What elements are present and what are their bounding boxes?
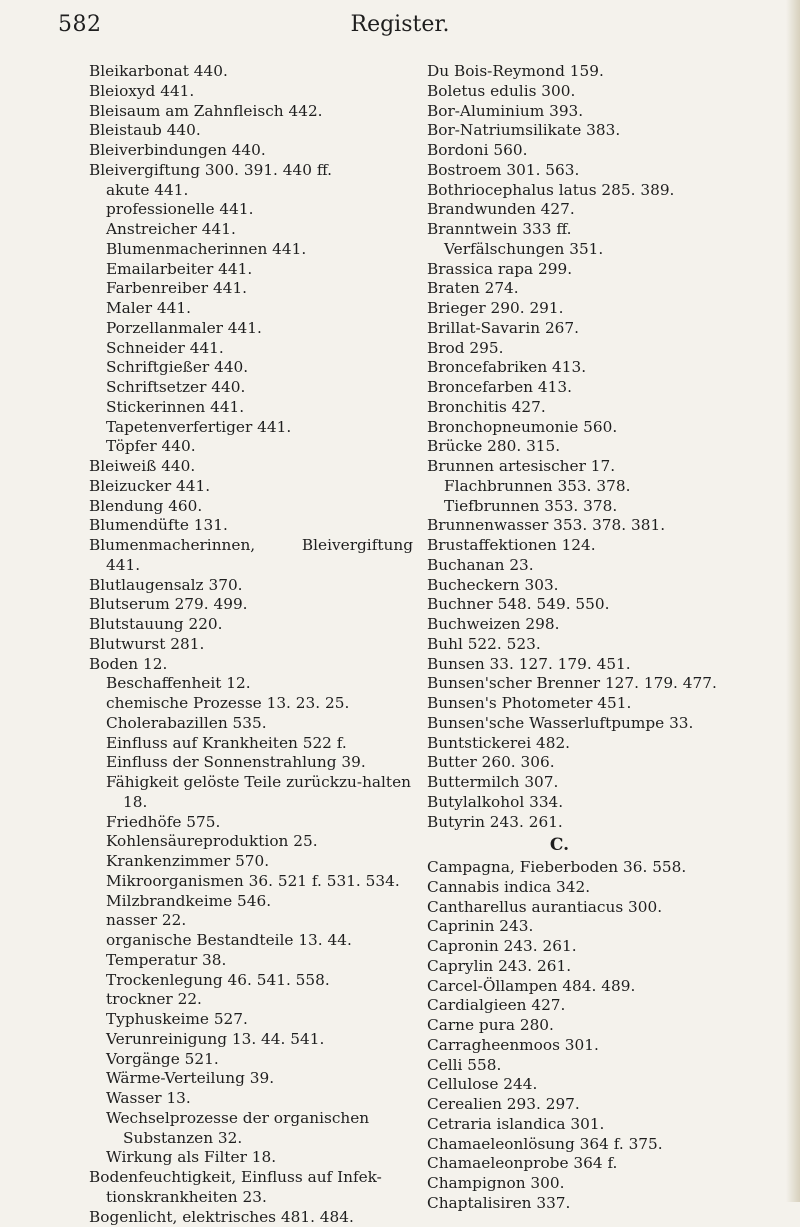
index-entry: Brunnenwasser 353. 378. 381.	[427, 516, 772, 536]
index-subentry: Schriftgießer 440.	[89, 358, 413, 378]
index-entry: Cardialgieen 427.	[427, 996, 772, 1016]
index-entry: Bleistaub 440.	[89, 121, 413, 141]
index-entry: Bunsen's Photometer 451.	[427, 694, 772, 714]
index-column-left	[89, 62, 413, 1227]
index-subentry: Mikroorganismen 36. 521 f. 531. 534.	[89, 872, 413, 892]
index-entry: Caprylin 243. 261.	[427, 957, 772, 977]
index-entry: Buhl 522. 523.	[427, 635, 772, 655]
index-entry: Bleivergiftung 300. 391. 440 ff.	[89, 161, 413, 181]
index-subentry: Cholerabazillen 535.	[89, 714, 413, 734]
index-entry: Bothriocephalus latus 285. 389.	[427, 181, 772, 201]
index-subentry: trockner 22.	[89, 990, 413, 1010]
index-subentry: Wärme-Verteilung 39.	[89, 1069, 413, 1089]
index-entry: Butter 260. 306.	[427, 753, 772, 773]
index-subentry: Friedhöfe 575.	[89, 813, 413, 833]
index-entry: Bronchopneumonie 560.	[427, 418, 772, 438]
index-entry: Bleiweiß 440.	[89, 457, 413, 477]
index-entry: Blendung 460.	[89, 497, 413, 517]
index-subentry: Porzellanmaler 441.	[89, 319, 413, 339]
index-subentry: Milzbrandkeime 546.	[89, 892, 413, 912]
index-entry: Buchner 548. 549. 550.	[427, 595, 772, 615]
index-entry: Bor-Aluminium 393.	[427, 102, 772, 122]
index-entry: Bunsen 33. 127. 179. 451.	[427, 655, 772, 675]
index-subentry: Krankenzimmer 570.	[89, 852, 413, 872]
index-entry: Bor-Natriumsilikate 383.	[427, 121, 772, 141]
index-subentry: Schriftsetzer 440.	[89, 378, 413, 398]
index-entry: Brillat-Savarin 267.	[427, 319, 772, 339]
index-entry-crossref: Bleivergiftung	[302, 536, 413, 556]
index-entry: Brassica rapa 299.	[427, 260, 772, 280]
index-entry: Chamaeleonlösung 364 f. 375.	[427, 1135, 772, 1155]
index-subentry: Töpfer 440.	[89, 437, 413, 457]
index-entry: Bostroem 301. 563.	[427, 161, 772, 181]
page-number: 582	[58, 12, 102, 37]
index-entry: Blutlaugensalz 370.	[89, 576, 413, 596]
index-subentry: Kohlensäureproduktion 25.	[89, 832, 413, 852]
index-entry: Brod 295.	[427, 339, 772, 359]
index-entry: Campagna, Fieberboden 36. 558.	[427, 858, 772, 878]
index-subentry: 441.	[89, 556, 413, 576]
index-entry: Bodenfeuchtigkeit, Einfluss auf Infek-tionskrankheiten 23.	[89, 1168, 413, 1208]
index-subentry: Verfälschungen 351.	[427, 240, 772, 260]
index-entry: Buchanan 23.	[427, 556, 772, 576]
index-subentry: Schneider 441.	[89, 339, 413, 359]
index-subentry: Verunreinigung 13. 44. 541.	[89, 1030, 413, 1050]
index-subentry: Farbenreiber 441.	[89, 279, 413, 299]
index-entry: Bordoni 560.	[427, 141, 772, 161]
index-subentry: professionelle 441.	[89, 200, 413, 220]
index-entry: Bunsen'sche Wasserluftpumpe 33.	[427, 714, 772, 734]
index-subentry: Einfluss auf Krankheiten 522 f.	[89, 734, 413, 754]
index-subentry: Wechselprozesse der organischen Substanzen 32.	[89, 1109, 413, 1149]
index-entry: Broncefarben 413.	[427, 378, 772, 398]
index-entry: Chamaeleonprobe 364 f.	[427, 1154, 772, 1174]
index-subentry: Maler 441.	[89, 299, 413, 319]
index-subentry: Beschaffenheit 12.	[89, 674, 413, 694]
index-entry: Bleisaum am Zahnfleisch 442.	[89, 102, 413, 122]
index-entry: Bucheckern 303.	[427, 576, 772, 596]
index-entry: Carragheenmoos 301.	[427, 1036, 772, 1056]
index-entry: Boden 12.	[89, 655, 413, 675]
index-entry: Broncefabriken 413.	[427, 358, 772, 378]
index-entry: Bunsen'scher Brenner 127. 179. 477.	[427, 674, 772, 694]
index-entry: Caprinin 243.	[427, 917, 772, 937]
index-subentry: Typhuskeime 527.	[89, 1010, 413, 1030]
index-subentry: Blumenmacherinnen 441.	[89, 240, 413, 260]
index-entry: Branntwein 333 ff.	[427, 220, 772, 240]
index-entry: Braten 274.	[427, 279, 772, 299]
index-entry: Brücke 280. 315.	[427, 437, 772, 457]
index-subentry: Tiefbrunnen 353. 378.	[427, 497, 772, 517]
index-subentry: chemische Prozesse 13. 23. 25.	[89, 694, 413, 714]
index-subentry: akute 441.	[89, 181, 413, 201]
index-subentry: Tapetenverfertiger 441.	[89, 418, 413, 438]
index-entry: Brieger 290. 291.	[427, 299, 772, 319]
index-subentry: Emailarbeiter 441.	[89, 260, 413, 280]
index-subentry: Einfluss der Sonnenstrahlung 39.	[89, 753, 413, 773]
index-subentry: Stickerinnen 441.	[89, 398, 413, 418]
index-entry: Blumendüfte 131.	[89, 516, 413, 536]
index-column-right	[427, 62, 772, 1214]
index-entry: Blutserum 279. 499.	[89, 595, 413, 615]
index-subentry: Temperatur 38.	[89, 951, 413, 971]
running-head: Register.	[0, 12, 800, 37]
index-subentry: Fähigkeit gelöste Teile zurückzu-halten 18.	[89, 773, 413, 813]
index-subentry: Wasser 13.	[89, 1089, 413, 1109]
index-entry: Blutwurst 281.	[89, 635, 413, 655]
index-entry: Butylalkohol 334.	[427, 793, 772, 813]
index-entry	[89, 536, 413, 556]
index-entry: Du Bois-Reymond 159.	[427, 62, 772, 82]
index-subentry: Flachbrunnen 353. 378.	[427, 477, 772, 497]
index-entry: Capronin 243. 261.	[427, 937, 772, 957]
index-entry: Bleioxyd 441.	[89, 82, 413, 102]
index-subentry: nasser 22.	[89, 911, 413, 931]
index-entry: Cetraria islandica 301.	[427, 1115, 772, 1135]
index-entry-term: Blumenmacherinnen,	[89, 536, 255, 556]
index-entry: Bronchitis 427.	[427, 398, 772, 418]
index-subentry: Trockenlegung 46. 541. 558.	[89, 971, 413, 991]
index-entry: Champignon 300.	[427, 1174, 772, 1194]
index-entry: Bleizucker 441.	[89, 477, 413, 497]
index-entry: Blutstauung 220.	[89, 615, 413, 635]
index-subentry: Vorgänge 521.	[89, 1050, 413, 1070]
index-entry: Bleikarbonat 440.	[89, 62, 413, 82]
index-entry: Buttermilch 307.	[427, 773, 772, 793]
index-entry: Bogenlicht, elektrisches 481. 484.	[89, 1208, 413, 1227]
index-entry: Brustaffektionen 124.	[427, 536, 772, 556]
index-entry: Cantharellus aurantiacus 300.	[427, 898, 772, 918]
index-entry: Boletus edulis 300.	[427, 82, 772, 102]
index-entry: Cannabis indica 342.	[427, 878, 772, 898]
index-entry: Buntstickerei 482.	[427, 734, 772, 754]
index-entry: Buchweizen 298.	[427, 615, 772, 635]
section-heading: C.	[427, 836, 772, 856]
index-entry: Carcel-Öllampen 484. 489.	[427, 977, 772, 997]
index-entry: Chaptalisiren 337.	[427, 1194, 772, 1214]
index-entry: Cerealien 293. 297.	[427, 1095, 772, 1115]
index-entry: Brunnen artesischer 17.	[427, 457, 772, 477]
index-entry: Bleiverbindungen 440.	[89, 141, 413, 161]
page-edge-shadow	[786, 0, 800, 1202]
index-subentry: Anstreicher 441.	[89, 220, 413, 240]
index-entry: Cellulose 244.	[427, 1075, 772, 1095]
index-entry: Carne pura 280.	[427, 1016, 772, 1036]
index-subentry: organische Bestandteile 13. 44.	[89, 931, 413, 951]
index-entry: Butyrin 243. 261.	[427, 813, 772, 833]
index-subentry: Wirkung als Filter 18.	[89, 1148, 413, 1168]
index-entry: Brandwunden 427.	[427, 200, 772, 220]
index-entry: Celli 558.	[427, 1056, 772, 1076]
